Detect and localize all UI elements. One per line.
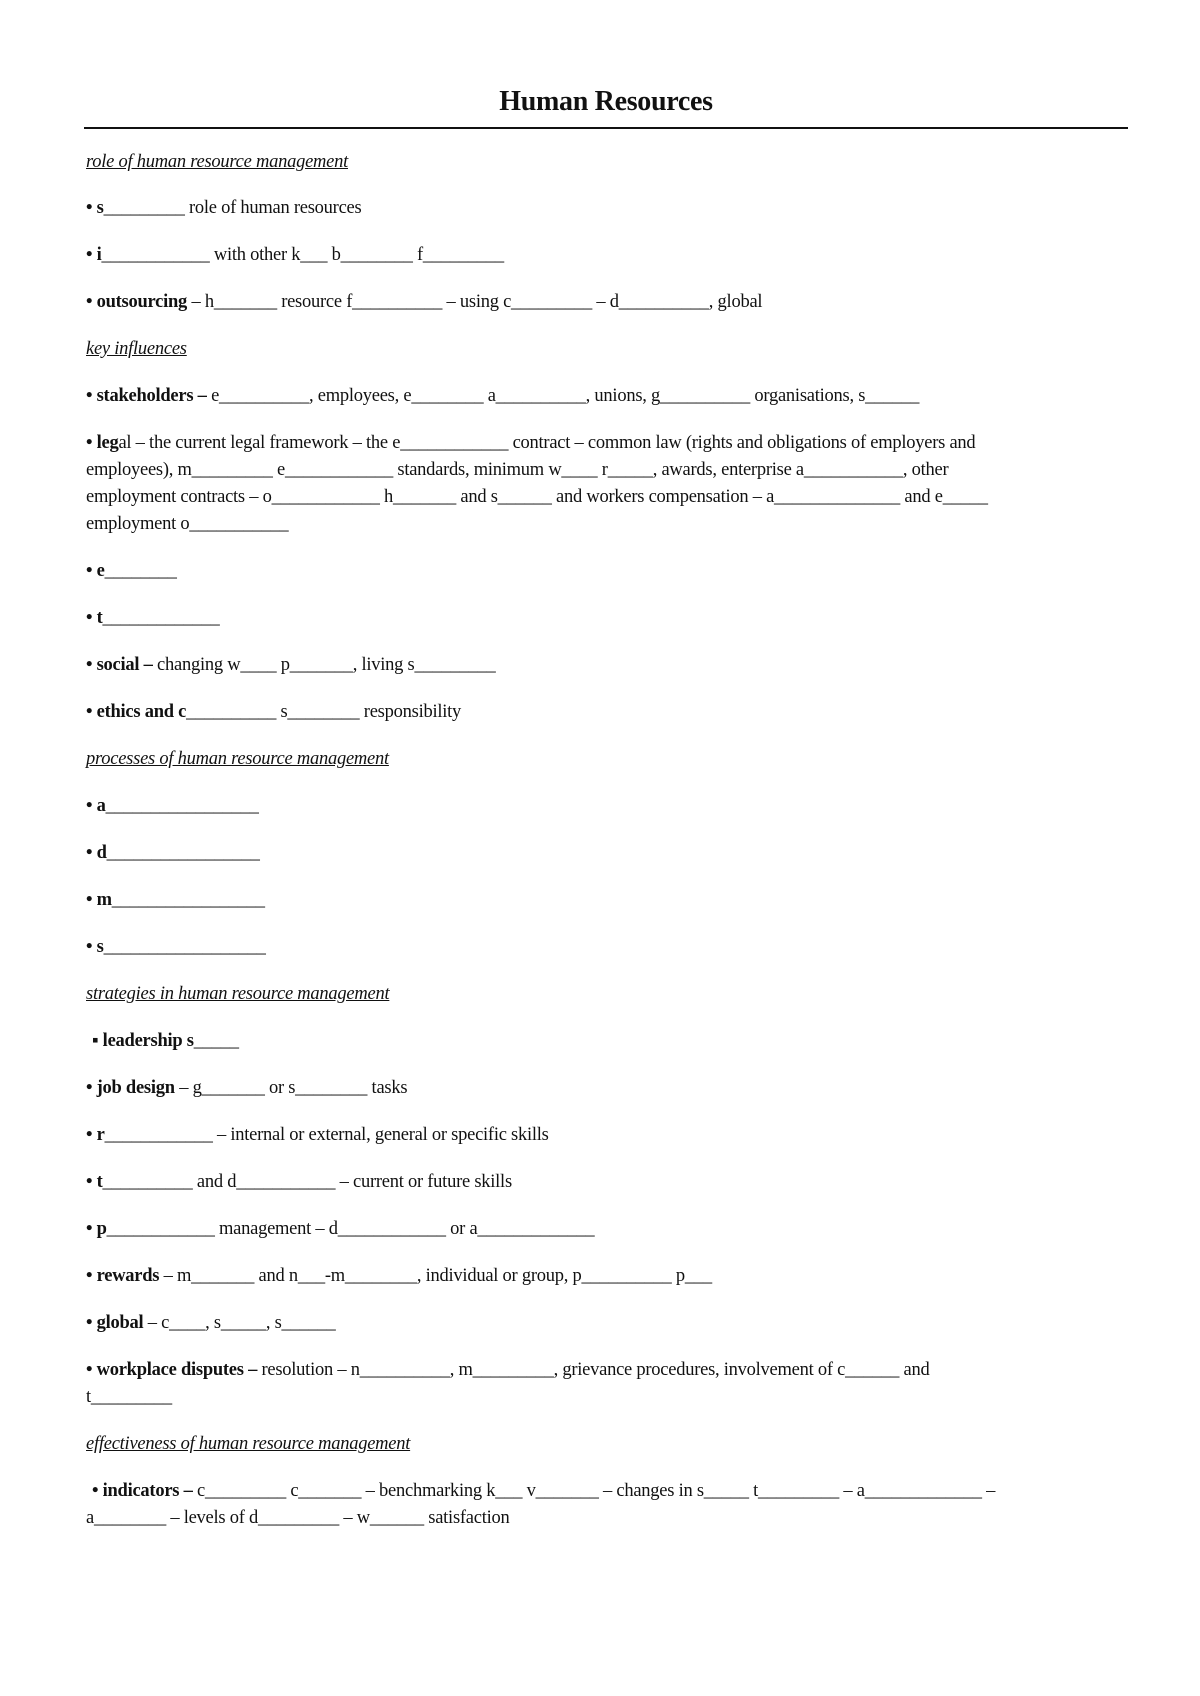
bullet-line: • s__________________ — [86, 937, 266, 957]
section-heading-processes: processes of human resource management — [86, 749, 389, 769]
bullet-line: • ethics and c__________ s________ responsibility — [86, 702, 462, 722]
section-heading-key: key influences — [86, 339, 187, 359]
bullet-line: • i____________ with other k___ b________ f_________ — [86, 245, 504, 265]
document-title: Human Resources — [499, 86, 713, 117]
section-heading-strategies: strategies in human resource management — [86, 984, 390, 1004]
bullet-line: • e________ — [86, 561, 177, 581]
bullet-line: • outsourcing – h_______ resource f__________ – using c_________ – d__________, global — [86, 292, 763, 312]
bullet-line: • job design – g_______ or s________ tasks — [86, 1078, 408, 1098]
bullet-line: • stakeholders – e__________, employees, e________ a__________, unions, g__________ organisations, s______ — [86, 386, 920, 406]
bullet-line: • d_________________ — [86, 843, 260, 863]
text-line: employment contracts – o____________ h_______ and s______ and workers compensation – a______________ and e_____ — [86, 487, 988, 507]
bullet-line: • social – changing w____ p_______, living s_________ — [86, 655, 496, 675]
section-heading-effectiveness: effectiveness of human resource management — [86, 1434, 411, 1454]
bullet-line: • workplace disputes – resolution – n__________, m_________, grievance procedures, involvement of c______ and — [86, 1360, 930, 1380]
bullet-line: • indicators – c_________ c_______ – benchmarking k___ v_______ – changes in s_____ t_________ – a_____________ – — [92, 1481, 996, 1501]
bullet-line: • global – c____, s_____, s______ — [86, 1313, 336, 1333]
title-rule — [84, 127, 1128, 129]
bullet-line: ▪ leadership s_____ — [92, 1031, 239, 1051]
text-line: a________ – levels of d_________ – w______ satisfaction — [86, 1508, 510, 1528]
bullet-line: • m_________________ — [86, 890, 265, 910]
bullet-line: • s_________ role of human resources — [86, 198, 362, 218]
text-line: t_________ — [86, 1387, 172, 1407]
bullet-line: • r____________ – internal or external, general or specific skills — [86, 1125, 549, 1145]
text-line: employment o___________ — [86, 514, 289, 534]
bullet-line: • t__________ and d___________ – current or future skills — [86, 1172, 512, 1192]
bullet-line: • a_________________ — [86, 796, 259, 816]
bullet-line: • legal – the current legal framework – the e____________ contract – common law (rights and obligations of employers and — [86, 433, 976, 453]
bullet-line: • p____________ management – d____________ or a_____________ — [86, 1219, 595, 1239]
bullet-line: • rewards – m_______ and n___-m________, individual or group, p__________ p___ — [86, 1266, 712, 1286]
section-heading-role: role of human resource management — [86, 152, 349, 172]
text-line: employees), m_________ e____________ standards, minimum w____ r_____, awards, enterprise a___________, other — [86, 460, 949, 480]
bullet-line: • t_____________ — [86, 608, 220, 628]
